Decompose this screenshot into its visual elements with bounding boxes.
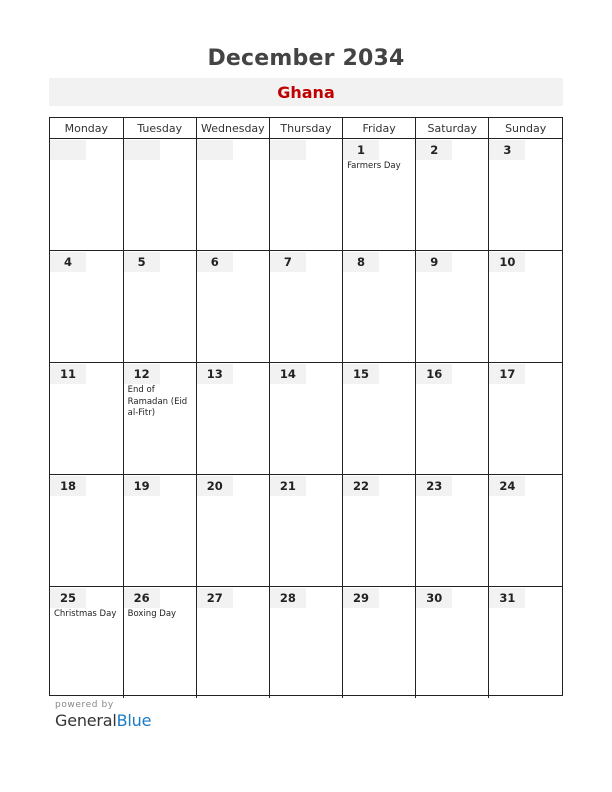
generalblue-logo (55, 711, 151, 730)
day-number: 20 (197, 476, 233, 496)
day-number (270, 140, 306, 160)
day-number: 21 (270, 476, 306, 496)
day-number: 13 (197, 364, 233, 384)
day-cell (269, 363, 342, 475)
day-number: 19 (124, 476, 160, 496)
day-cell (50, 587, 123, 699)
day-cell (196, 587, 269, 699)
day-cell (123, 363, 196, 475)
calendar-grid (49, 117, 563, 696)
day-number (197, 140, 233, 160)
day-number: 3 (489, 140, 525, 160)
holiday-label: Christmas Day (54, 609, 117, 619)
day-cell (416, 475, 489, 587)
day-cell (196, 475, 269, 587)
day-number: 18 (50, 476, 86, 496)
day-number: 5 (124, 252, 160, 272)
day-cell (50, 139, 123, 251)
day-cell (489, 251, 562, 363)
week-row (50, 475, 562, 587)
day-cell (416, 363, 489, 475)
day-number: 16 (416, 364, 452, 384)
day-number (124, 140, 160, 160)
day-number: 15 (343, 364, 379, 384)
weekday-monday: Monday (50, 118, 123, 139)
footer (55, 700, 151, 730)
day-number: 8 (343, 252, 379, 272)
holiday-label: Boxing Day (127, 609, 177, 619)
day-number: 30 (416, 588, 452, 608)
day-number: 7 (270, 252, 306, 272)
day-cell (123, 475, 196, 587)
day-number: 1 (343, 140, 379, 160)
day-number: 26 (124, 588, 160, 608)
day-number: 12 (124, 364, 160, 384)
day-cell (343, 139, 416, 251)
day-number: 6 (197, 252, 233, 272)
day-number: 29 (343, 588, 379, 608)
weekday-sunday: Sunday (489, 118, 562, 139)
day-cell (50, 363, 123, 475)
day-cell (343, 587, 416, 699)
day-cell (50, 251, 123, 363)
country-banner (49, 78, 563, 106)
weekday-tuesday: Tuesday (123, 118, 196, 139)
week-row (50, 363, 562, 475)
weekday-thursday: Thursday (269, 118, 342, 139)
day-cell (123, 139, 196, 251)
day-cell (489, 139, 562, 251)
day-cell (196, 251, 269, 363)
day-cell (416, 251, 489, 363)
day-number: 22 (343, 476, 379, 496)
day-cell (489, 587, 562, 699)
day-cell (416, 587, 489, 699)
day-cell (489, 363, 562, 475)
day-number: 17 (489, 364, 525, 384)
day-number: 14 (270, 364, 306, 384)
day-cell (269, 475, 342, 587)
weekday-friday: Friday (343, 118, 416, 139)
day-number: 28 (270, 588, 306, 608)
day-number: 27 (197, 588, 233, 608)
day-cell (489, 475, 562, 587)
day-cell (343, 475, 416, 587)
day-number: 4 (50, 252, 86, 272)
day-number: 31 (489, 588, 525, 608)
day-number: 2 (416, 140, 452, 160)
week-row (50, 587, 562, 699)
day-cell (343, 363, 416, 475)
week-row (50, 139, 562, 251)
calendar-weeks (50, 139, 562, 699)
day-cell (123, 587, 196, 699)
calendar-table (50, 118, 562, 698)
country-name: Ghana (277, 83, 335, 102)
calendar-title: December 2034 (207, 46, 405, 71)
holiday-label: End of Ramadan (Eid al-Fitr) (127, 385, 188, 418)
brand-blue: Blue (116, 711, 152, 730)
day-cell (269, 251, 342, 363)
day-cell (196, 139, 269, 251)
day-number (50, 140, 86, 160)
day-number: 9 (416, 252, 452, 272)
day-cell (50, 475, 123, 587)
day-number: 24 (489, 476, 525, 496)
day-number: 25 (50, 588, 86, 608)
day-cell (416, 139, 489, 251)
weekday-wednesday: Wednesday (196, 118, 269, 139)
holiday-label: Farmers Day (347, 161, 401, 171)
day-number: 23 (416, 476, 452, 496)
day-cell (196, 363, 269, 475)
day-number: 11 (50, 364, 86, 384)
week-row (50, 251, 562, 363)
day-cell (343, 251, 416, 363)
weekday-saturday: Saturday (416, 118, 489, 139)
powered-by-text: powered by (55, 700, 114, 710)
weekday-header-row (50, 118, 562, 139)
day-cell (269, 587, 342, 699)
day-cell (123, 251, 196, 363)
brand-general: General (55, 711, 117, 730)
day-number: 10 (489, 252, 525, 272)
day-cell (269, 139, 342, 251)
